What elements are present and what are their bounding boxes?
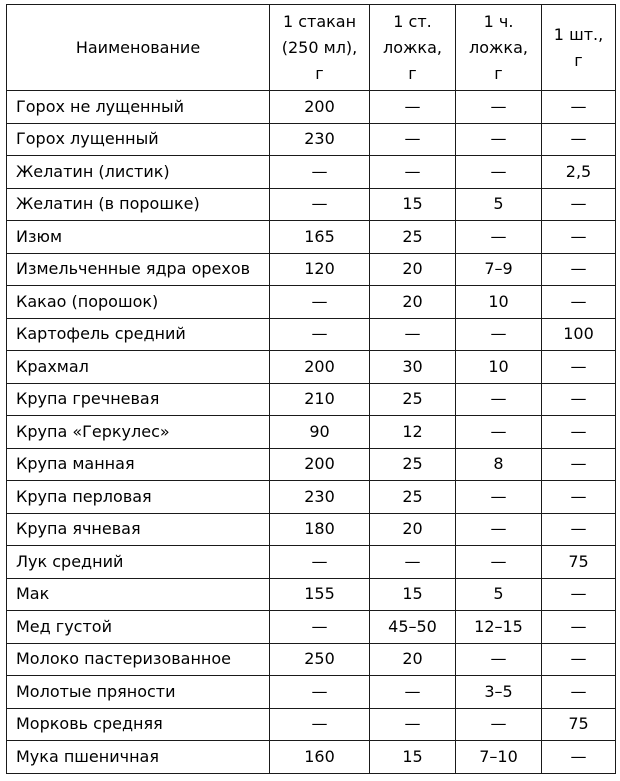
cell-piece: — — [542, 578, 616, 611]
cell-name: Желатин (листик) — [7, 156, 270, 189]
cell-name: Крупа «Геркулес» — [7, 416, 270, 449]
cell-teaspoon: — — [456, 383, 542, 416]
table-row — [7, 448, 616, 481]
cell-tablespoon: 30 — [370, 351, 456, 384]
measures-table — [6, 4, 616, 774]
cell-name: Измельченные ядра орехов — [7, 253, 270, 286]
table-row — [7, 578, 616, 611]
cell-name: Мука пшеничная — [7, 741, 270, 774]
cell-piece: — — [542, 611, 616, 644]
cell-name: Морковь средняя — [7, 708, 270, 741]
cell-name: Молоко пастеризованное — [7, 643, 270, 676]
cell-glass: 155 — [270, 578, 370, 611]
cell-teaspoon: 8 — [456, 448, 542, 481]
cell-glass: — — [270, 286, 370, 319]
cell-teaspoon: — — [456, 546, 542, 579]
cell-piece: — — [542, 383, 616, 416]
table-row — [7, 513, 616, 546]
table-row — [7, 611, 616, 644]
cell-teaspoon: — — [456, 318, 542, 351]
cell-glass: — — [270, 708, 370, 741]
cell-glass: — — [270, 318, 370, 351]
table-row — [7, 351, 616, 384]
cell-glass: 120 — [270, 253, 370, 286]
table-row — [7, 286, 616, 319]
cell-tablespoon: — — [370, 546, 456, 579]
table-body — [7, 91, 616, 774]
cell-tablespoon: 15 — [370, 188, 456, 221]
cell-teaspoon: — — [456, 221, 542, 254]
cell-name: Крупа перловая — [7, 481, 270, 514]
cell-teaspoon: — — [456, 513, 542, 546]
cell-teaspoon: 7–10 — [456, 741, 542, 774]
table-row — [7, 156, 616, 189]
cell-glass: 230 — [270, 123, 370, 156]
table-row — [7, 416, 616, 449]
cell-tablespoon: 15 — [370, 741, 456, 774]
cell-teaspoon: 10 — [456, 286, 542, 319]
cell-teaspoon: 12–15 — [456, 611, 542, 644]
table-row — [7, 123, 616, 156]
table-row — [7, 546, 616, 579]
cell-tablespoon: 45–50 — [370, 611, 456, 644]
header-teaspoon-line-3: г — [494, 63, 503, 83]
header-piece — [542, 5, 616, 91]
cell-name: Крупа гречневая — [7, 383, 270, 416]
cell-glass: — — [270, 611, 370, 644]
cell-tablespoon: — — [370, 318, 456, 351]
header-row — [7, 5, 616, 91]
cell-tablespoon: 25 — [370, 221, 456, 254]
cell-piece: — — [542, 676, 616, 709]
cell-tablespoon: 20 — [370, 253, 456, 286]
table-row — [7, 643, 616, 676]
header-piece-line-2: г — [574, 50, 583, 70]
header-teaspoon — [456, 5, 542, 91]
cell-piece: — — [542, 351, 616, 384]
table-row — [7, 741, 616, 774]
header-glass-line-1: 1 стакан — [282, 11, 357, 31]
cell-piece: — — [542, 481, 616, 514]
cell-teaspoon: — — [456, 643, 542, 676]
cell-name: Горох не лущенный — [7, 91, 270, 124]
cell-teaspoon: 5 — [456, 188, 542, 221]
table-row — [7, 708, 616, 741]
cell-piece: — — [542, 286, 616, 319]
cell-tablespoon: 25 — [370, 383, 456, 416]
cell-name: Молотые пряности — [7, 676, 270, 709]
table-row — [7, 318, 616, 351]
cell-tablespoon: 20 — [370, 513, 456, 546]
cell-piece: 100 — [542, 318, 616, 351]
cell-tablespoon: 20 — [370, 643, 456, 676]
table-row — [7, 383, 616, 416]
cell-piece: — — [542, 448, 616, 481]
table-row — [7, 188, 616, 221]
cell-glass: 230 — [270, 481, 370, 514]
cell-piece: 75 — [542, 708, 616, 741]
table-row — [7, 676, 616, 709]
cell-glass: 200 — [270, 91, 370, 124]
cell-piece: — — [542, 741, 616, 774]
cell-glass: 250 — [270, 643, 370, 676]
cell-name: Горох лущенный — [7, 123, 270, 156]
table-row — [7, 481, 616, 514]
cell-tablespoon: — — [370, 156, 456, 189]
cell-glass: 160 — [270, 741, 370, 774]
cell-teaspoon: — — [456, 91, 542, 124]
cell-tablespoon: 12 — [370, 416, 456, 449]
header-glass — [270, 5, 370, 91]
cell-tablespoon: 20 — [370, 286, 456, 319]
cell-glass: 90 — [270, 416, 370, 449]
header-name: Наименование — [7, 5, 270, 91]
cell-tablespoon: 15 — [370, 578, 456, 611]
cell-glass: 200 — [270, 448, 370, 481]
cell-teaspoon: 5 — [456, 578, 542, 611]
cell-name: Лук средний — [7, 546, 270, 579]
cell-tablespoon: — — [370, 91, 456, 124]
cell-teaspoon: — — [456, 416, 542, 449]
cell-name: Мак — [7, 578, 270, 611]
cell-name: Крупа ячневая — [7, 513, 270, 546]
cell-piece: 2,5 — [542, 156, 616, 189]
cell-teaspoon: 10 — [456, 351, 542, 384]
header-tablespoon-line-1: 1 ст. — [393, 11, 432, 31]
table-row — [7, 253, 616, 286]
cell-name: Желатин (в порошке) — [7, 188, 270, 221]
header-tablespoon-line-2: ложка, — [383, 37, 442, 57]
header-teaspoon-line-1: 1 ч. — [483, 11, 514, 31]
cell-teaspoon: 3–5 — [456, 676, 542, 709]
table-row — [7, 221, 616, 254]
cell-name: Мед густой — [7, 611, 270, 644]
cell-piece: — — [542, 221, 616, 254]
cell-glass: — — [270, 676, 370, 709]
header-piece-line-1: 1 шт., — [553, 24, 604, 44]
cell-teaspoon: — — [456, 708, 542, 741]
cell-teaspoon: — — [456, 156, 542, 189]
cell-piece: — — [542, 123, 616, 156]
cell-tablespoon: 25 — [370, 481, 456, 514]
cell-glass: — — [270, 546, 370, 579]
cell-teaspoon: 7–9 — [456, 253, 542, 286]
cell-name: Изюм — [7, 221, 270, 254]
cell-name: Крупа манная — [7, 448, 270, 481]
cell-glass: 210 — [270, 383, 370, 416]
cell-name: Крахмал — [7, 351, 270, 384]
cell-tablespoon: — — [370, 123, 456, 156]
cell-glass: — — [270, 188, 370, 221]
cell-piece: — — [542, 253, 616, 286]
table-header — [7, 5, 616, 91]
cell-tablespoon: — — [370, 676, 456, 709]
cell-glass: 200 — [270, 351, 370, 384]
header-tablespoon — [370, 5, 456, 91]
cell-tablespoon: 25 — [370, 448, 456, 481]
header-teaspoon-line-2: ложка, — [469, 37, 528, 57]
cell-name: Какао (порошок) — [7, 286, 270, 319]
cell-piece: — — [542, 416, 616, 449]
header-tablespoon-line-3: г — [408, 63, 417, 83]
cell-glass: — — [270, 156, 370, 189]
cell-teaspoon: — — [456, 481, 542, 514]
cell-teaspoon: — — [456, 123, 542, 156]
cell-piece: — — [542, 188, 616, 221]
header-glass-line-3: г — [315, 63, 324, 83]
cell-tablespoon: — — [370, 708, 456, 741]
cell-piece: — — [542, 643, 616, 676]
cell-piece: 75 — [542, 546, 616, 579]
cell-glass: 165 — [270, 221, 370, 254]
table-row — [7, 91, 616, 124]
cell-piece: — — [542, 91, 616, 124]
cell-glass: 180 — [270, 513, 370, 546]
header-glass-line-2: (250 мл), — [281, 37, 358, 57]
cell-piece: — — [542, 513, 616, 546]
cell-name: Картофель средний — [7, 318, 270, 351]
